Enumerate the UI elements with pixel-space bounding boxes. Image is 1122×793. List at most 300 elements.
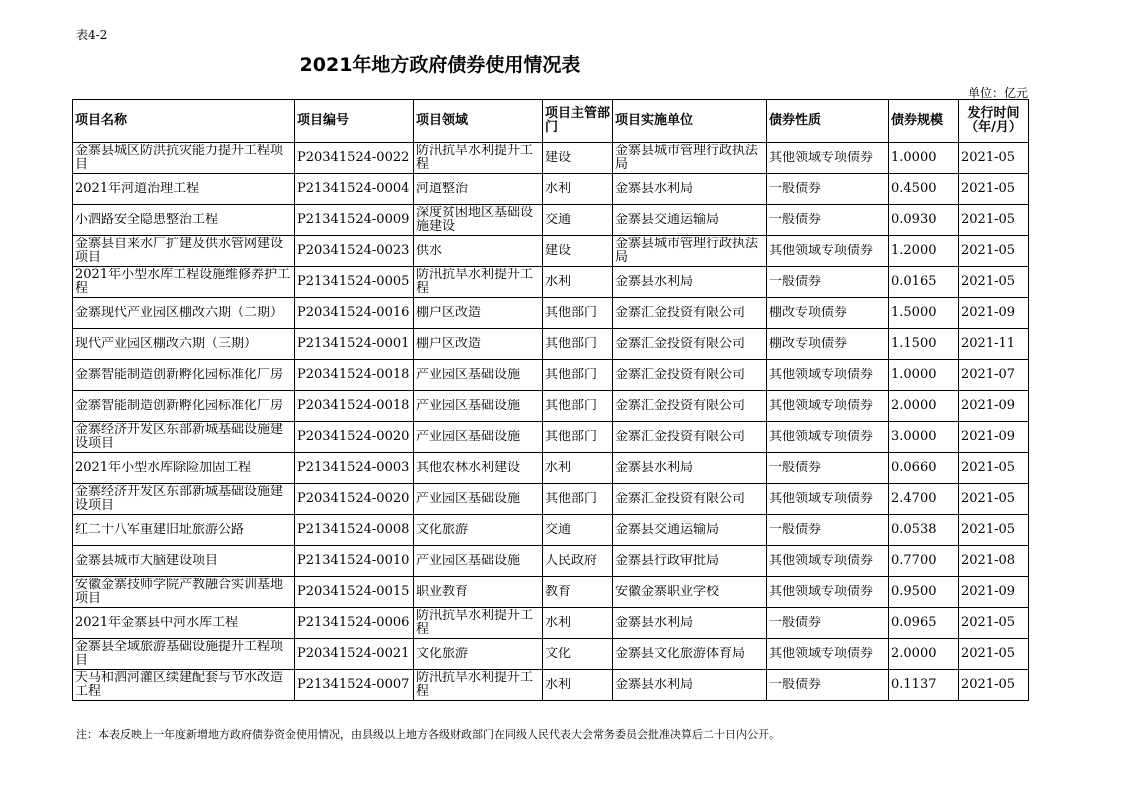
cell-bond-amount-text: 0.0538: [891, 523, 937, 537]
cell-issue-date: [959, 422, 1029, 453]
cell-project-name: [73, 329, 295, 360]
cell-project-code: [295, 422, 414, 453]
cell-project-field: [414, 453, 543, 484]
cell-bond-type-text: 其他领域专项债券: [769, 399, 874, 413]
table-row: [73, 515, 1029, 546]
cell-department-text: 人民政府: [545, 554, 598, 568]
table-row: [73, 360, 1029, 391]
table-row: [73, 298, 1029, 329]
cell-implementing-unit-text: 金寨汇金投资有限公司: [615, 492, 746, 506]
cell-issue-date: [959, 329, 1029, 360]
cell-bond-type-text: 其他领域专项债券: [769, 244, 874, 258]
table-row: [73, 143, 1029, 174]
cell-project-field-text: 产业园区基础设施: [416, 399, 521, 413]
cell-bond-type: [767, 639, 889, 670]
cell-project-name-text: 现代产业园区棚改六期（三期）: [75, 337, 258, 351]
cell-project-name: [73, 391, 295, 422]
cell-project-field: [414, 670, 543, 701]
cell-project-field: [414, 546, 543, 577]
cell-implementing-unit-text: 安徽金寨职业学校: [615, 585, 720, 599]
cell-department-text: 其他部门: [545, 306, 598, 320]
cell-implementing-unit: [613, 360, 767, 391]
cell-department: [543, 205, 613, 236]
cell-issue-date: [959, 143, 1029, 174]
cell-bond-amount-text: 0.0965: [891, 616, 937, 630]
unit-label: 单位：亿元: [967, 86, 1028, 100]
cell-bond-amount: [889, 267, 959, 298]
cell-project-field: [414, 174, 543, 205]
cell-project-field-text: 产业园区基础设施: [416, 554, 521, 568]
cell-issue-date: [959, 360, 1029, 391]
cell-project-code-text: P21341524-0008: [297, 523, 410, 537]
cell-bond-amount: [889, 360, 959, 391]
cell-department: [543, 236, 613, 267]
cell-bond-amount: [889, 670, 959, 701]
cell-project-name: [73, 608, 295, 639]
cell-bond-amount: [889, 484, 959, 515]
table-row: [73, 670, 1029, 701]
cell-project-code: [295, 577, 414, 608]
cell-project-code-text: P21341524-0010: [297, 554, 410, 568]
cell-project-name-text: 金寨县全域旅游基础设施提升工程项目: [75, 640, 284, 668]
cell-department-text: 教育: [545, 585, 572, 599]
cell-department: [543, 360, 613, 391]
cell-department: [543, 267, 613, 298]
cell-bond-amount: [889, 298, 959, 329]
cell-implementing-unit-text: 金寨县水利局: [615, 616, 694, 630]
page-title: 2021年地方政府债券使用情况表: [299, 54, 581, 76]
cell-department: [543, 670, 613, 701]
table-row: [73, 267, 1029, 298]
cell-issue-date: [959, 391, 1029, 422]
cell-department-text: 其他部门: [545, 492, 598, 506]
cell-department-text: 水利: [545, 182, 572, 196]
cell-project-name: [73, 174, 295, 205]
header-implementing-unit: 项目实施单位: [613, 100, 767, 143]
cell-project-field-text: 其他农林水利建设: [416, 461, 521, 475]
cell-issue-date: [959, 174, 1029, 205]
table-row: [73, 484, 1029, 515]
cell-issue-date-text: 2021-07: [961, 368, 1016, 382]
cell-project-field-text: 棚户区改造: [416, 306, 482, 320]
cell-bond-amount: [889, 329, 959, 360]
cell-issue-date-text: 2021-09: [961, 430, 1016, 444]
cell-bond-type-text: 其他领域专项债券: [769, 554, 874, 568]
cell-implementing-unit-text: 金寨县城市管理行政执法局: [615, 144, 759, 172]
cell-project-field: [414, 360, 543, 391]
cell-project-code: [295, 298, 414, 329]
cell-project-code: [295, 391, 414, 422]
cell-project-name-text: 2021年金寨县中河水库工程: [75, 616, 239, 630]
cell-project-code-text: P20341524-0020: [297, 430, 410, 444]
cell-project-name: [73, 484, 295, 515]
table-row: [73, 174, 1029, 205]
cell-implementing-unit-text: 金寨县行政审批局: [615, 554, 720, 568]
cell-bond-amount-text: 1.0000: [891, 368, 937, 382]
cell-issue-date-text: 2021-05: [961, 492, 1016, 506]
cell-bond-amount-text: 0.0660: [891, 461, 937, 475]
cell-implementing-unit-text: 金寨县水利局: [615, 182, 694, 196]
table-header-row: [73, 100, 1029, 143]
cell-bond-type: [767, 298, 889, 329]
cell-implementing-unit-text: 金寨汇金投资有限公司: [615, 399, 746, 413]
cell-project-code: [295, 205, 414, 236]
header-issue-date: 发行时间（年/月）: [959, 100, 1029, 143]
cell-project-code: [295, 546, 414, 577]
table-row: [73, 205, 1029, 236]
cell-project-code: [295, 267, 414, 298]
cell-bond-type: [767, 546, 889, 577]
cell-issue-date-text: 2021-05: [961, 523, 1016, 537]
cell-issue-date-text: 2021-09: [961, 306, 1016, 320]
cell-project-field-text: 产业园区基础设施: [416, 430, 521, 444]
cell-project-code-text: P21341524-0007: [297, 678, 410, 692]
cell-project-name-text: 安徽金寨技师学院产教融合实训基地项目: [75, 578, 284, 606]
cell-bond-type: [767, 329, 889, 360]
table-row: [73, 639, 1029, 670]
cell-department: [543, 329, 613, 360]
cell-project-code-text: P21341524-0001: [297, 337, 410, 351]
cell-implementing-unit-text: 金寨县交通运输局: [615, 213, 720, 227]
cell-project-code: [295, 608, 414, 639]
cell-issue-date: [959, 298, 1029, 329]
cell-bond-amount-text: 3.0000: [891, 430, 937, 444]
cell-project-name: [73, 298, 295, 329]
cell-bond-type: [767, 236, 889, 267]
cell-bond-amount: [889, 453, 959, 484]
cell-project-code: [295, 670, 414, 701]
cell-project-name-text: 金寨经济开发区东部新城基础设施建设项目: [75, 485, 284, 513]
cell-implementing-unit: [613, 236, 767, 267]
cell-issue-date-text: 2021-05: [961, 182, 1016, 196]
cell-department: [543, 422, 613, 453]
cell-implementing-unit: [613, 391, 767, 422]
cell-implementing-unit: [613, 205, 767, 236]
cell-implementing-unit-text: 金寨汇金投资有限公司: [615, 306, 746, 320]
cell-issue-date-text: 2021-05: [961, 616, 1016, 630]
cell-project-name-text: 金寨县城区防洪抗灾能力提升工程项目: [75, 144, 284, 172]
cell-bond-type-text: 一般债券: [769, 616, 822, 630]
cell-bond-amount: [889, 205, 959, 236]
cell-bond-type-text: 其他领域专项债券: [769, 368, 874, 382]
cell-project-code: [295, 143, 414, 174]
cell-bond-amount-text: 0.1137: [891, 678, 937, 692]
cell-project-code-text: P21341524-0003: [297, 461, 410, 475]
cell-project-field-text: 深度贫困地区基础设施建设: [416, 206, 534, 234]
cell-implementing-unit: [613, 577, 767, 608]
cell-bond-amount-text: 0.9500: [891, 585, 937, 599]
cell-implementing-unit: [613, 329, 767, 360]
cell-issue-date: [959, 639, 1029, 670]
cell-department-text: 其他部门: [545, 399, 598, 413]
cell-project-field: [414, 298, 543, 329]
cell-implementing-unit: [613, 670, 767, 701]
cell-bond-type: [767, 577, 889, 608]
table-row: [73, 546, 1029, 577]
header-project-code: 项目编号: [295, 100, 414, 143]
cell-bond-amount-text: 1.2000: [891, 244, 937, 258]
cell-issue-date-text: 2021-05: [961, 151, 1016, 165]
cell-project-name: [73, 515, 295, 546]
cell-implementing-unit-text: 金寨县交通运输局: [615, 523, 720, 537]
cell-bond-type-text: 一般债券: [769, 523, 822, 537]
cell-bond-amount-text: 1.5000: [891, 306, 937, 320]
cell-issue-date: [959, 484, 1029, 515]
cell-issue-date-text: 2021-08: [961, 554, 1016, 568]
cell-bond-type-text: 一般债券: [769, 461, 822, 475]
cell-issue-date: [959, 267, 1029, 298]
cell-project-code-text: P20341524-0020: [297, 492, 410, 506]
cell-project-field: [414, 391, 543, 422]
cell-project-field-text: 防汛抗旱水利提升工程: [416, 268, 534, 296]
cell-bond-type: [767, 453, 889, 484]
cell-bond-type: [767, 205, 889, 236]
cell-department-text: 建设: [545, 151, 572, 165]
cell-implementing-unit: [613, 174, 767, 205]
cell-project-field: [414, 205, 543, 236]
cell-bond-amount-text: 2.4700: [891, 492, 937, 506]
cell-bond-type: [767, 484, 889, 515]
cell-issue-date: [959, 236, 1029, 267]
table-row: [73, 236, 1029, 267]
cell-project-field: [414, 639, 543, 670]
cell-department: [543, 577, 613, 608]
cell-project-name-text: 2021年河道治理工程: [75, 182, 200, 196]
cell-bond-amount-text: 2.0000: [891, 647, 937, 661]
cell-bond-type: [767, 515, 889, 546]
cell-department: [543, 174, 613, 205]
cell-project-code-text: P20341524-0021: [297, 647, 410, 661]
cell-project-name: [73, 267, 295, 298]
cell-bond-amount: [889, 577, 959, 608]
cell-issue-date: [959, 670, 1029, 701]
cell-project-field: [414, 608, 543, 639]
cell-implementing-unit-text: 金寨县文化旅游体育局: [615, 647, 746, 661]
cell-issue-date: [959, 608, 1029, 639]
cell-project-code: [295, 360, 414, 391]
cell-implementing-unit-text: 金寨汇金投资有限公司: [615, 430, 746, 444]
cell-project-name-text: 金寨县自来水厂扩建及供水管网建设项目: [75, 237, 284, 265]
cell-bond-type-text: 一般债券: [769, 678, 822, 692]
cell-issue-date-text: 2021-05: [961, 275, 1016, 289]
cell-project-code: [295, 484, 414, 515]
cell-issue-date-text: 2021-09: [961, 399, 1016, 413]
cell-department-text: 交通: [545, 213, 572, 227]
cell-bond-amount: [889, 639, 959, 670]
cell-project-name: [73, 670, 295, 701]
cell-project-name: [73, 546, 295, 577]
cell-project-code-text: P20341524-0015: [297, 585, 410, 599]
cell-department: [543, 515, 613, 546]
cell-project-field: [414, 329, 543, 360]
header-project-name: 项目名称: [73, 100, 295, 143]
cell-project-name: [73, 143, 295, 174]
cell-project-field: [414, 515, 543, 546]
cell-bond-type: [767, 608, 889, 639]
cell-project-field-text: 供水: [416, 244, 443, 258]
cell-bond-type-text: 一般债券: [769, 182, 822, 196]
cell-project-field-text: 职业教育: [416, 585, 469, 599]
cell-bond-type-text: 一般债券: [769, 275, 822, 289]
cell-project-name-text: 小泗路安全隐患整治工程: [75, 213, 219, 227]
cell-department-text: 其他部门: [545, 337, 598, 351]
cell-department-text: 建设: [545, 244, 572, 258]
cell-department: [543, 298, 613, 329]
table-row: [73, 453, 1029, 484]
footnote: 注：本表反映上一年度新增地方政府债券资金使用情况，由县级以上地方各级财政部门在同级人民代表大会常务委员会批准决算后二十日内公开。: [76, 728, 780, 741]
cell-department: [543, 453, 613, 484]
cell-implementing-unit-text: 金寨汇金投资有限公司: [615, 368, 746, 382]
cell-project-code: [295, 453, 414, 484]
cell-bond-type-text: 其他领域专项债券: [769, 151, 874, 165]
cell-project-field-text: 产业园区基础设施: [416, 492, 521, 506]
cell-issue-date-text: 2021-05: [961, 213, 1016, 227]
cell-issue-date: [959, 577, 1029, 608]
table-row: [73, 391, 1029, 422]
cell-department-text: 水利: [545, 461, 572, 475]
cell-department: [543, 143, 613, 174]
cell-department-text: 水利: [545, 678, 572, 692]
cell-project-name: [73, 639, 295, 670]
cell-department: [543, 391, 613, 422]
cell-project-name: [73, 453, 295, 484]
cell-project-field-text: 文化旅游: [416, 647, 469, 661]
cell-implementing-unit: [613, 546, 767, 577]
cell-implementing-unit-text: 金寨县水利局: [615, 461, 694, 475]
table-row: [73, 577, 1029, 608]
cell-bond-amount-text: 0.7700: [891, 554, 937, 568]
cell-project-name: [73, 422, 295, 453]
cell-bond-type-text: 其他领域专项债券: [769, 430, 874, 444]
header-bond-amount: 债券规模: [889, 100, 959, 143]
cell-bond-amount-text: 0.0930: [891, 213, 937, 227]
cell-implementing-unit: [613, 453, 767, 484]
cell-project-field-text: 防汛抗旱水利提升工程: [416, 609, 534, 637]
cell-issue-date-text: 2021-05: [961, 678, 1016, 692]
cell-project-name: [73, 205, 295, 236]
cell-bond-amount: [889, 608, 959, 639]
cell-project-name: [73, 236, 295, 267]
cell-project-code: [295, 174, 414, 205]
cell-implementing-unit: [613, 515, 767, 546]
cell-project-field-text: 河道整治: [416, 182, 469, 196]
cell-department: [543, 608, 613, 639]
cell-project-field: [414, 143, 543, 174]
cell-bond-type: [767, 670, 889, 701]
cell-bond-type-text: 其他领域专项债券: [769, 585, 874, 599]
cell-department: [543, 546, 613, 577]
cell-department-text: 其他部门: [545, 368, 598, 382]
cell-project-field: [414, 267, 543, 298]
cell-bond-amount: [889, 236, 959, 267]
cell-project-code-text: P20341524-0022: [297, 151, 410, 165]
cell-project-name: [73, 360, 295, 391]
cell-issue-date-text: 2021-09: [961, 585, 1016, 599]
cell-bond-amount-text: 1.1500: [891, 337, 937, 351]
header-project-field: 项目领域: [414, 100, 543, 143]
cell-bond-amount: [889, 143, 959, 174]
cell-project-name-text: 天马和泗河灌区续建配套与节水改造工程: [75, 671, 284, 699]
cell-department-text: 其他部门: [545, 430, 598, 444]
cell-bond-amount: [889, 174, 959, 205]
cell-bond-amount-text: 0.0165: [891, 275, 937, 289]
cell-project-name: [73, 577, 295, 608]
cell-project-name-text: 金寨智能制造创新孵化园标准化厂房: [75, 368, 284, 382]
cell-project-code-text: P21341524-0005: [297, 275, 410, 289]
cell-project-name-text: 2021年小型水库除险加固工程: [75, 461, 252, 475]
cell-bond-type: [767, 174, 889, 205]
cell-department-text: 水利: [545, 275, 572, 289]
cell-issue-date-text: 2021-11: [961, 337, 1016, 351]
cell-project-code-text: P20341524-0018: [297, 399, 410, 413]
cell-implementing-unit: [613, 422, 767, 453]
cell-implementing-unit: [613, 298, 767, 329]
cell-issue-date-text: 2021-05: [961, 244, 1016, 258]
cell-bond-type-text: 一般债券: [769, 213, 822, 227]
cell-project-field-text: 防汛抗旱水利提升工程: [416, 671, 534, 699]
cell-project-code: [295, 329, 414, 360]
cell-implementing-unit-text: 金寨汇金投资有限公司: [615, 337, 746, 351]
cell-project-code: [295, 236, 414, 267]
cell-project-field-text: 产业园区基础设施: [416, 368, 521, 382]
cell-bond-type: [767, 143, 889, 174]
cell-implementing-unit: [613, 143, 767, 174]
cell-implementing-unit: [613, 484, 767, 515]
cell-bond-amount: [889, 546, 959, 577]
cell-bond-type: [767, 267, 889, 298]
cell-implementing-unit: [613, 267, 767, 298]
cell-implementing-unit-text: 金寨县水利局: [615, 678, 694, 692]
cell-project-code-text: P20341524-0018: [297, 368, 410, 382]
cell-project-code-text: P20341524-0016: [297, 306, 410, 320]
cell-bond-amount-text: 2.0000: [891, 399, 937, 413]
cell-issue-date: [959, 515, 1029, 546]
cell-project-field: [414, 484, 543, 515]
cell-bond-type: [767, 391, 889, 422]
table-number: 表4-2: [76, 28, 108, 42]
cell-implementing-unit: [613, 608, 767, 639]
cell-bond-type-text: 其他领域专项债券: [769, 492, 874, 506]
cell-project-code: [295, 515, 414, 546]
header-bond-type: 债券性质: [767, 100, 889, 143]
cell-issue-date: [959, 453, 1029, 484]
cell-project-field-text: 防汛抗旱水利提升工程: [416, 144, 534, 172]
cell-project-name-text: 金寨县城市大脑建设项目: [75, 554, 219, 568]
table-row: [73, 422, 1029, 453]
cell-issue-date-text: 2021-05: [961, 647, 1016, 661]
cell-project-name-text: 金寨经济开发区东部新城基础设施建设项目: [75, 423, 284, 451]
cell-implementing-unit-text: 金寨县水利局: [615, 275, 694, 289]
table-row: [73, 608, 1029, 639]
cell-project-field: [414, 236, 543, 267]
cell-implementing-unit-text: 金寨县城市管理行政执法局: [615, 237, 759, 265]
cell-project-code-text: P21341524-0004: [297, 182, 410, 196]
header-department: 项目主管部门: [543, 100, 613, 143]
cell-project-name-text: 金寨现代产业园区棚改六期（二期）: [75, 306, 284, 320]
cell-department-text: 交通: [545, 523, 572, 537]
cell-bond-amount: [889, 422, 959, 453]
cell-bond-type-text: 棚改专项债券: [769, 337, 848, 351]
cell-project-code: [295, 639, 414, 670]
cell-project-field: [414, 577, 543, 608]
cell-issue-date-text: 2021-05: [961, 461, 1016, 475]
bond-usage-table: [72, 99, 1029, 701]
cell-project-code-text: P20341524-0023: [297, 244, 410, 258]
table-row: [73, 329, 1029, 360]
cell-department: [543, 484, 613, 515]
cell-bond-type: [767, 422, 889, 453]
cell-bond-type-text: 棚改专项债券: [769, 306, 848, 320]
